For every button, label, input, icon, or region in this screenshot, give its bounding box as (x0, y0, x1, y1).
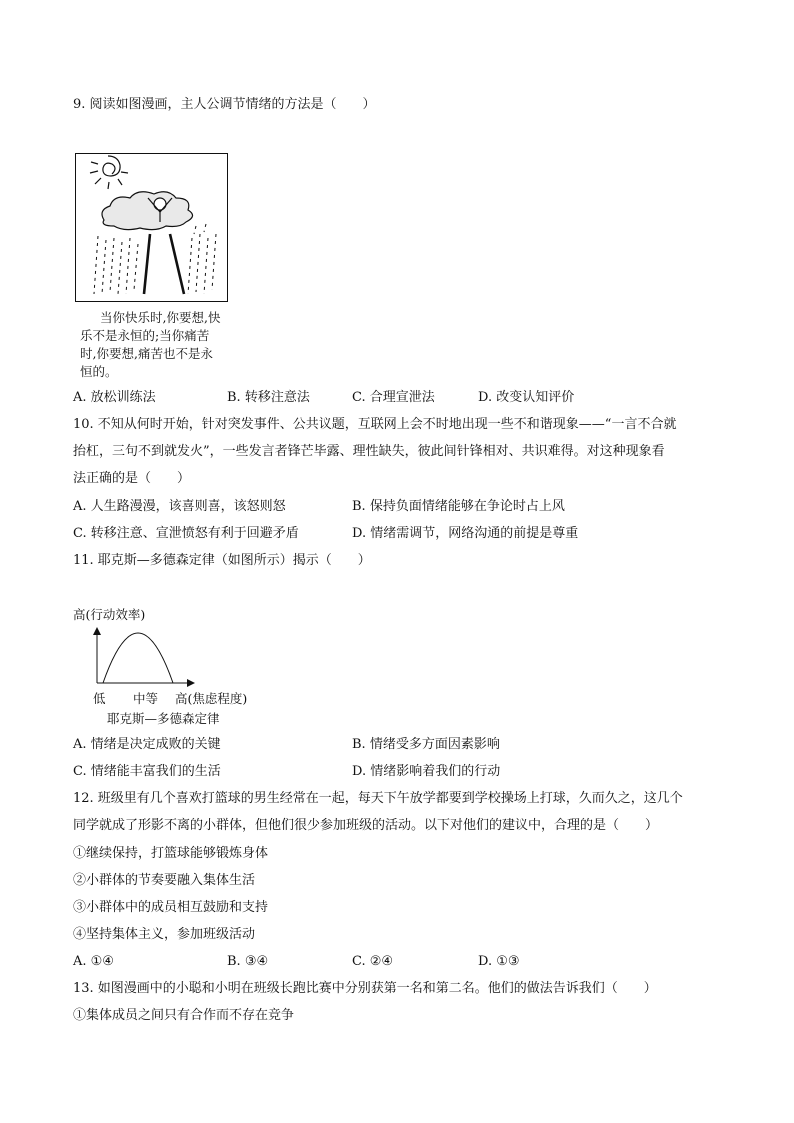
q11-option-b[interactable]: B. 情绪受多方面因素影响 (352, 737, 500, 752)
chart-svg (73, 603, 293, 733)
q11-option-a[interactable]: A. 情绪是决定成败的关键 (73, 737, 221, 752)
cloud-icon (102, 192, 193, 230)
x-tick-low: 低 (93, 691, 106, 706)
q10-stem-line-3: 法正确的是（ ） (73, 471, 191, 486)
q9-caption-line-2: 乐不是永恒的;当你痛苦 (80, 328, 210, 343)
q9-stem: 9. 阅读如图漫画，主人公调节情绪的方法是（ ） (73, 97, 376, 112)
q9-caption-line-3: 时,你要想,痛苦也不是永 (80, 346, 213, 361)
q10-stem-line-1: 10. 不知从何时开始，针对突发事件、公共议题，互联网上会不时地出现一些不和谐现象——“一言不合就 (73, 417, 677, 432)
cartoon-illustration (76, 154, 226, 300)
q13-item-1: ①集体成员之间只有合作而不存在竞争 (73, 1008, 295, 1023)
cartoon-figure (75, 153, 228, 302)
q9-option-d[interactable]: D. 改变认知评价 (478, 390, 575, 405)
q12-stem-line-2: 同学就成了形影不离的小群体，但他们很少参加班级的活动。以下对他们的建议中，合理的是（ ） (73, 818, 659, 833)
q12-item-1: ①继续保持，打篮球能够锻炼身体 (73, 846, 269, 861)
chart-ylabel: 高(行动效率) (73, 607, 146, 622)
q10-option-b[interactable]: B. 保持负面情绪能够在争论时占上风 (352, 499, 565, 514)
yerkes-dodson-chart (73, 603, 293, 733)
x-tick-high: 高(焦虑程度) (175, 691, 248, 706)
q11-option-d[interactable]: D. 情绪影响着我们的行动 (352, 764, 501, 779)
q10-stem-line-2: 抬杠，三句不到就发火”，一些发言者锋芒毕露、理性缺失，彼此间针锋相对、共识难得。对这种现象看 (73, 444, 665, 459)
q12-stem-line-1: 12. 班级里有几个喜欢打篮球的男生经常在一起，每天下午放学都要到学校操场上打球，久而久之，这几个 (73, 791, 683, 806)
chart-title: 耶克斯—多德森定律 (107, 711, 220, 726)
sun-icon (90, 156, 128, 189)
stilts-icon (144, 234, 184, 294)
q10-option-d[interactable]: D. 情绪需调节，网络沟通的前提是尊重 (352, 526, 579, 541)
q12-option-b[interactable]: B. ③④ (227, 954, 269, 969)
q9-option-a[interactable]: A. 放松训练法 (73, 390, 156, 405)
q10-option-c[interactable]: C. 转移注意、宣泄愤怒有利于回避矛盾 (73, 526, 299, 541)
q9-option-b[interactable]: B. 转移注意法 (227, 390, 310, 405)
q12-item-4: ④坚持集体主义，参加班级活动 (73, 927, 256, 942)
x-tick-mid: 中等 (133, 691, 159, 706)
q12-item-3: ③小群体中的成员相互鼓励和支持 (73, 900, 269, 915)
q11-option-c[interactable]: C. 情绪能丰富我们的生活 (73, 764, 221, 779)
q9-option-c[interactable]: C. 合理宣泄法 (352, 390, 435, 405)
q9-caption-line-1: 当你快乐时,你要想,快 (100, 310, 221, 325)
inverted-u-curve (103, 633, 173, 683)
q10-option-a[interactable]: A. 人生路漫漫，该喜则喜，该怒则怒 (73, 499, 286, 514)
q12-option-d[interactable]: D. ①③ (478, 954, 520, 969)
q13-stem: 13. 如图漫画中的小聪和小明在班级长跑比赛中分别获第一名和第二名。他们的做法告诉我们（ ） (73, 981, 657, 996)
q12-option-c[interactable]: C. ②④ (352, 954, 394, 969)
q9-caption-line-4: 恒的。 (80, 364, 118, 379)
q12-item-2: ②小群体的节奏要融入集体生活 (73, 873, 256, 888)
q12-option-a[interactable]: A. ①④ (73, 954, 114, 969)
q11-stem: 11. 耶克斯—多德森定律（如图所示）揭示（ ） (73, 553, 371, 568)
rain-icon (94, 224, 216, 294)
